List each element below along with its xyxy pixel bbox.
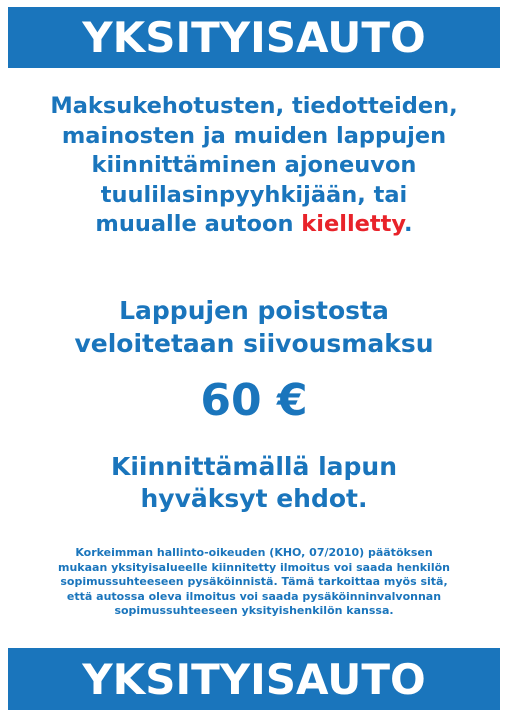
fee-line: veloitetaan siivousmaksu	[74, 329, 434, 358]
bottom-banner	[8, 648, 500, 710]
notice-last-line	[0, 210, 508, 240]
notice-text	[0, 92, 508, 240]
notice-line: mainosten ja muiden lappujen	[61, 122, 447, 149]
notice-last-line-suffix: .	[404, 211, 413, 237]
terms-text	[0, 451, 508, 515]
legal-line: että autossa oleva ilmoitus voi saada pysäköinninvalvonnan	[66, 589, 442, 603]
terms-line: hyväksyt ehdot.	[140, 484, 368, 513]
forbidden-word: kielletty	[301, 211, 405, 237]
notice-line: kiinnittäminen ajoneuvon	[91, 152, 417, 178]
notice-line: tuulilasinpyyhkijään, tai	[100, 181, 408, 208]
fee-price: 60 €	[200, 375, 308, 426]
notice-last-line-prefix: muualle autoon	[95, 211, 302, 237]
fee-text	[0, 294, 508, 360]
terms-line: Kiinnittämällä lapun	[110, 452, 397, 481]
bottom-banner-title: YKSITYISAUTO	[82, 654, 426, 704]
legal-line: sopimussuhteeseen yksityishenkilön kanssa.	[114, 604, 394, 617]
top-banner	[8, 7, 500, 68]
legal-line: sopimussuhteeseen pysäköinnistä. Tämä tarkoittaa myös sitä,	[60, 575, 448, 588]
notice-line: Maksukehotusten, tiedotteiden,	[50, 93, 458, 119]
legal-text	[0, 546, 508, 619]
fee-line: Lappujen poistosta	[119, 296, 389, 325]
top-banner-title: YKSITYISAUTO	[82, 13, 426, 62]
legal-line: Korkeimman hallinto-oikeuden (KHO, 07/2010) päätöksen	[75, 546, 433, 559]
legal-line: mukaan yksityisalueelle kiinnitetty ilmoitus voi saada henkilön	[58, 560, 450, 574]
